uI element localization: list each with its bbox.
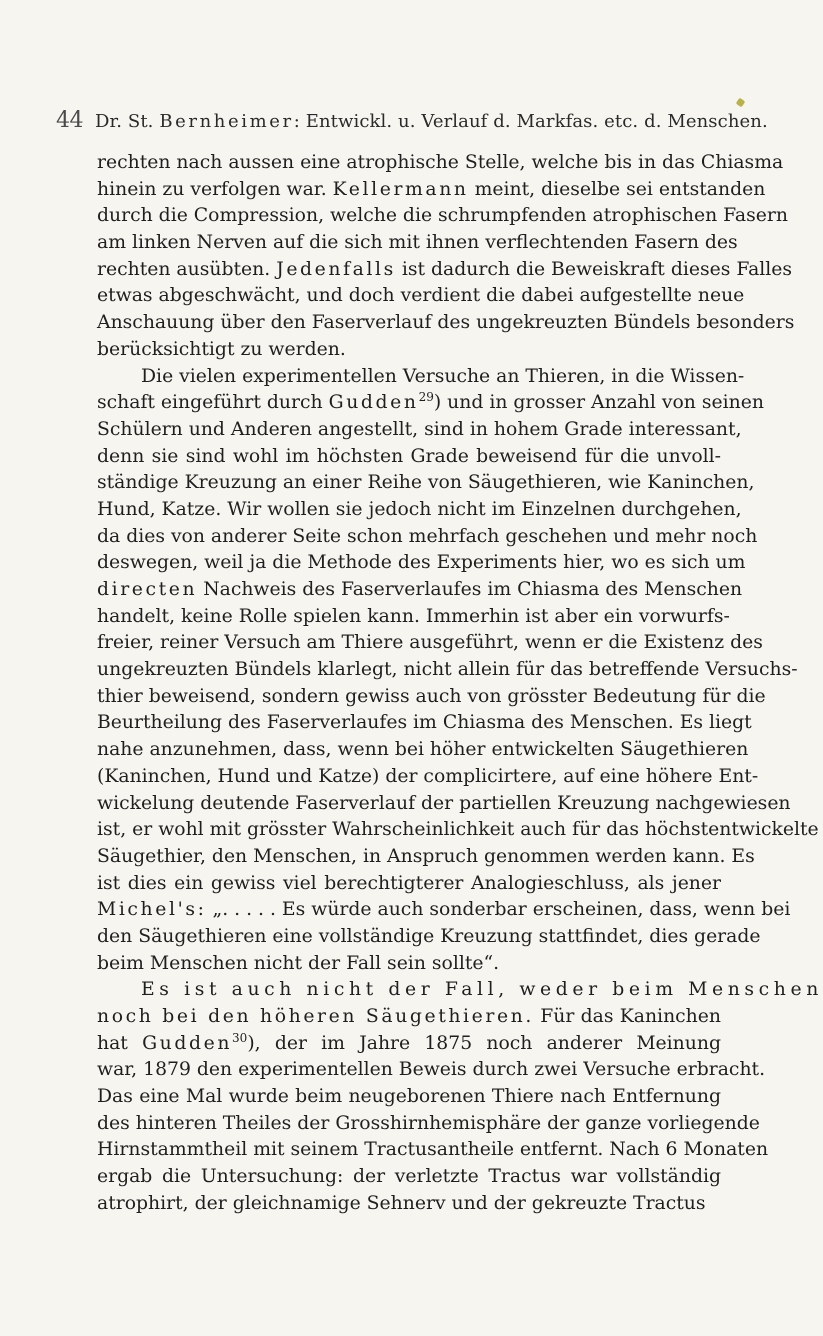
footnote-ref-29: 29 xyxy=(418,390,434,405)
text-line xyxy=(97,390,764,417)
text-line xyxy=(97,257,793,284)
text-line: ist dies ein gewiss viel berechtigterer Analogieschluss, als jener xyxy=(97,872,721,894)
text-line: ungekreuzten Bündels klarlegt, nicht allein für das betreffende Versuchs- xyxy=(97,659,798,681)
text-span: Für das Kaninchen xyxy=(540,1006,721,1027)
text-line: durch die Compression, welche die schrumpfenden atrophischen Fasern xyxy=(97,205,788,227)
text-span: hinein zu verfolgen war. xyxy=(97,178,327,200)
paragraph-2 xyxy=(97,364,819,978)
text-span: rechten ausübten. xyxy=(97,258,271,280)
text-span: schaft eingeführt durch xyxy=(97,392,323,414)
text-span: ist dadurch die Beweiskraft dieses Falles xyxy=(401,258,793,280)
text-line: Hirnstammtheil mit seinem Tractusantheile entfernt. Nach 6 Monaten xyxy=(97,1139,769,1161)
author-name: Bernheimer xyxy=(159,111,294,132)
text-line xyxy=(97,897,791,924)
page-number: 44 xyxy=(56,108,83,133)
paragraph-3 xyxy=(97,977,823,1217)
text-line: ständige Kreuzung an einer Reihe von Säugethieren, wie Kaninchen, xyxy=(97,472,755,494)
paper-speck xyxy=(736,98,746,108)
text-line: da dies von anderer Seite schon mehrfach geschehen und mehr noch xyxy=(97,525,758,547)
text-span: ), der im Jahre 1875 noch anderer Meinung xyxy=(247,1032,721,1054)
text-line: Schülern und Anderen angestellt, sind in hohem Grade interessant, xyxy=(97,418,742,440)
text-line xyxy=(97,177,766,204)
text-line: den Säugethieren eine vollständige Kreuzung stattfindet, dies gerade xyxy=(97,925,761,947)
text-line: (Kaninchen, Hund und Katze) der complicirtere, auf eine höhere Ent- xyxy=(97,765,759,787)
text-span: ) und in grosser Anzahl von seinen xyxy=(433,392,764,414)
cited-name-michel: Michel's: xyxy=(97,899,207,921)
text-line: am linken Nerven auf die sich mit ihnen verflechtenden Fasern des xyxy=(97,232,738,254)
text-line xyxy=(97,1031,721,1058)
cited-name-kellermann: Kellermann xyxy=(332,178,469,200)
text-line: denn sie sind wohl im höchsten Grade beweisend für die unvoll- xyxy=(97,445,721,467)
text-line: wickelung deutende Faserverlauf der partiellen Kreuzung nachgewiesen xyxy=(97,792,791,814)
text-line: etwas abgeschwächt, und doch verdient die dabei aufgestellte neue xyxy=(97,285,745,307)
text-line: berücksichtigt zu werden. xyxy=(97,338,346,360)
emphasis-spaced: noch bei den höheren Säugethieren. xyxy=(97,1006,534,1027)
text-line: des hinteren Theiles der Grosshirnhemisphäre der ganze vorliegende xyxy=(97,1112,760,1134)
text-span: meint, dieselbe sei entstanden xyxy=(474,178,766,200)
text-line: freier, reiner Versuch am Thiere ausgeführt, wenn er die Existenz des xyxy=(97,632,763,654)
author-prefix: Dr. St. xyxy=(95,111,154,132)
text-line: Beurtheilung des Faserverlaufes im Chiasma des Menschen. Es liegt xyxy=(97,712,752,734)
text-line: rechten nach aussen eine atrophische Stelle, welche bis in das Chiasma xyxy=(97,152,784,173)
text-line: beim Menschen nicht der Fall sein sollte“. xyxy=(97,952,500,974)
text-line: Es ist auch nicht der Fall, weder beim Menschen xyxy=(141,979,823,1001)
running-header xyxy=(56,108,768,138)
text-span: Nachweis des Faserverlaufes im Chiasma des Menschen xyxy=(203,579,743,600)
emphasis-jedenfalls: Jedenfalls xyxy=(276,258,396,280)
text-line: ergab die Untersuchung: der verletzte Tractus war vollständig xyxy=(97,1166,721,1188)
text-line xyxy=(97,577,743,604)
paragraph-1 xyxy=(97,150,795,364)
emphasis-directen: directen xyxy=(97,579,198,600)
body-text xyxy=(97,150,823,1218)
text-line: Die vielen experimentellen Versuche an Thieren, in die Wissen- xyxy=(141,365,745,387)
text-line: handelt, keine Rolle spielen kann. Immerhin ist aber ein vorwurfs- xyxy=(97,605,730,627)
text-line: Anschauung über den Faserverlauf des ungekreuzten Bündels besonders xyxy=(97,312,795,334)
text-line: nahe anzunehmen, dass, wenn bei höher entwickelten Säugethieren xyxy=(97,739,749,761)
text-line: atrophirt, der gleichnamige Sehnerv und der gekreuzte Tractus xyxy=(97,1192,706,1214)
text-line: Säugethier, den Menschen, in Anspruch genommen werden kann. Es xyxy=(97,845,755,867)
text-line: deswegen, weil ja die Methode des Experiments hier, wo es sich um xyxy=(97,552,746,574)
running-head-text xyxy=(95,111,768,132)
text-line: ist, er wohl mit grösster Wahrscheinlichkeit auch für das höchstentwickelte xyxy=(97,819,819,841)
text-span: hat xyxy=(97,1032,128,1054)
text-line: war, 1879 den experimentellen Beweis durch zwei Versuche erbracht. xyxy=(97,1059,766,1081)
text-line: thier beweisend, sondern gewiss auch von grösster Bedeutung für die xyxy=(97,685,766,707)
text-line: Das eine Mal wurde beim neugeborenen Thiere nach Entfernung xyxy=(97,1086,721,1108)
cited-name-gudden: Gudden xyxy=(328,392,419,414)
header-title: : Entwickl. u. Verlauf d. Markfas. etc. d. Menschen. xyxy=(293,111,768,132)
text-span: „. . . . . Es würde auch sonderbar erscheinen, dass, wenn bei xyxy=(212,899,791,921)
cited-name-gudden: Gudden xyxy=(142,1032,233,1054)
footnote-ref-30: 30 xyxy=(232,1030,248,1045)
text-line xyxy=(97,1004,721,1031)
text-line: Hund, Katze. Wir wollen sie jedoch nicht im Einzelnen durchgehen, xyxy=(97,498,742,520)
